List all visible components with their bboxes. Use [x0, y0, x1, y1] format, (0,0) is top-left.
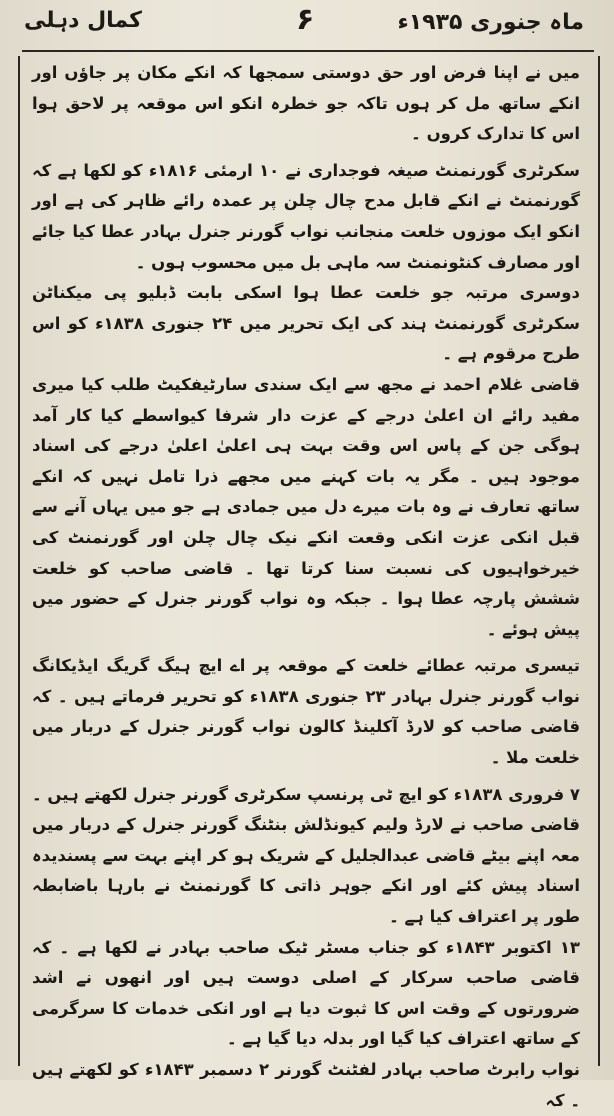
- paragraph: نواب رابرٹ صاحب بہادر لفٹنٹ گورنر ۲ دسمبر ۱۸۴۳ء کو لکھتے ہیں ۔ کہ: [32, 1060, 581, 1110]
- paragraph: تیسری مرتبہ عطائے خلعت کے موقعہ پر اے ایچ ہیگ گریگ ایڈیکانگ نواب گورنر جنرل بہادر ۲۳ جنوری ۱۸۳۸ء کو تحریر فرماتے ہیں ۔ کہ قاضی صاحب کو لارڈ آکلینڈ کالون نواب گورنر جنرل کے دربار میں خلعت ملا ۔: [32, 656, 580, 768]
- paragraph: ۱۳ اکتوبر ۱۸۴۳ء کو جناب مسٹر ٹیک صاحب بہادر نے لکھا ہے ۔ کہ قاضی صاحب سرکار کے اصلی دوست ہیں اور انھوں نے اشد ضرورتوں کے وقت اس کا ثبوت دیا ہے اور انکی خدمات کا سرگرمی کے ساتھ اعتراف کیا گیا اور بدلہ دیا گیا ہے ۔: [32, 937, 580, 1049]
- paragraph: میں نے اپنا فرض اور حق دوستی سمجھا کہ انکے مکان پر جاؤں اور انکے ساتھ مل کر ہوں تاکہ جو خطرہ انکو اس موقعہ پر لاحق ہوا اس کا تدارک کروں ۔: [32, 63, 580, 144]
- page-number: ۶: [296, 2, 315, 37]
- magazine-title: کمال دہلی: [24, 8, 142, 33]
- paragraph: دوسری مرتبہ جو خلعت عطا ہوا اسکی بابت ڈبلیو پی میکناٹن سکرٹری گورنمنٹ ہند کی ایک تحریر میں ۲۴ جنوری ۱۸۳۸ء کو اس طرح مرقوم ہے ۔: [32, 283, 580, 364]
- article-body: [32, 58, 581, 1110]
- header-rule: [22, 50, 594, 52]
- paragraph: سکرٹری گورنمنٹ صیغہ فوجداری نے ۱۰ ارمئی ۱۸۱۶ء کو لکھا ہے کہ گورنمنٹ نے انکے قابل مدح چال چلن پر عمدہ رائے ظاہر کی ہے اور انکو ایک موزوں خلعت منجانب نواب گورنر جنرل بہادر عطا کیا جائے اور مصارف کنٹونمنٹ سہ ماہی بل میں محسوب ہوں ۔: [32, 160, 580, 272]
- paragraph: قاضی غلام احمد نے مجھ سے ایک سندی سارٹیفکیٹ طلب کیا میری مفید رائے ان اعلیٰ درجے کے عزت دار شرفا کیواسطے کیا کار آمد ہوگی جن کے پاس اس وقت بہت ہی اعلیٰ اعلیٰ درجے کی اسناد موجود ہیں ۔ مگر یہ بات کہنے میں مجھے ذرا تامل نہیں کہ انکے ساتھ تعارف نے وہ بات میرے دل میں جمادی ہے جو میں یہاں آنے سے قبل انکی عزت انکی وقعت انکے نیک چال چلن اور گورنمنٹ کی خیرخواہیوں کی نسبت سنا کرتا تھا ۔ قاضی صاحب کو خلعت ششش پارچہ عطا ہوا ۔ جبکہ وہ نواب گورنر جنرل کے حضور میں پیش ہوئے ۔: [32, 374, 580, 639]
- paragraph: ۷ فروری ۱۸۳۸ء کو ایچ ٹی پرنسپ سکرٹری گورنر جنرل لکھتے ہیں ۔ قاضی صاحب نے لارڈ ولیم کیونڈلش بنٹنگ گورنر جنرل کے دربار میں معہ اپنے بیٹے قاضی عبدالجلیل کے شریک ہو کر اپنے بہت سے پسندیدہ اسناد پیش کئے اور انکے جوہر ذاتی کا گورنمنٹ نے بارہا باضابطہ طور پر اعتراف کیا ہے ۔: [32, 784, 580, 927]
- page-header: [0, 0, 614, 48]
- issue-date: ماہ جنوری ۱۹۳۵ء: [397, 10, 584, 35]
